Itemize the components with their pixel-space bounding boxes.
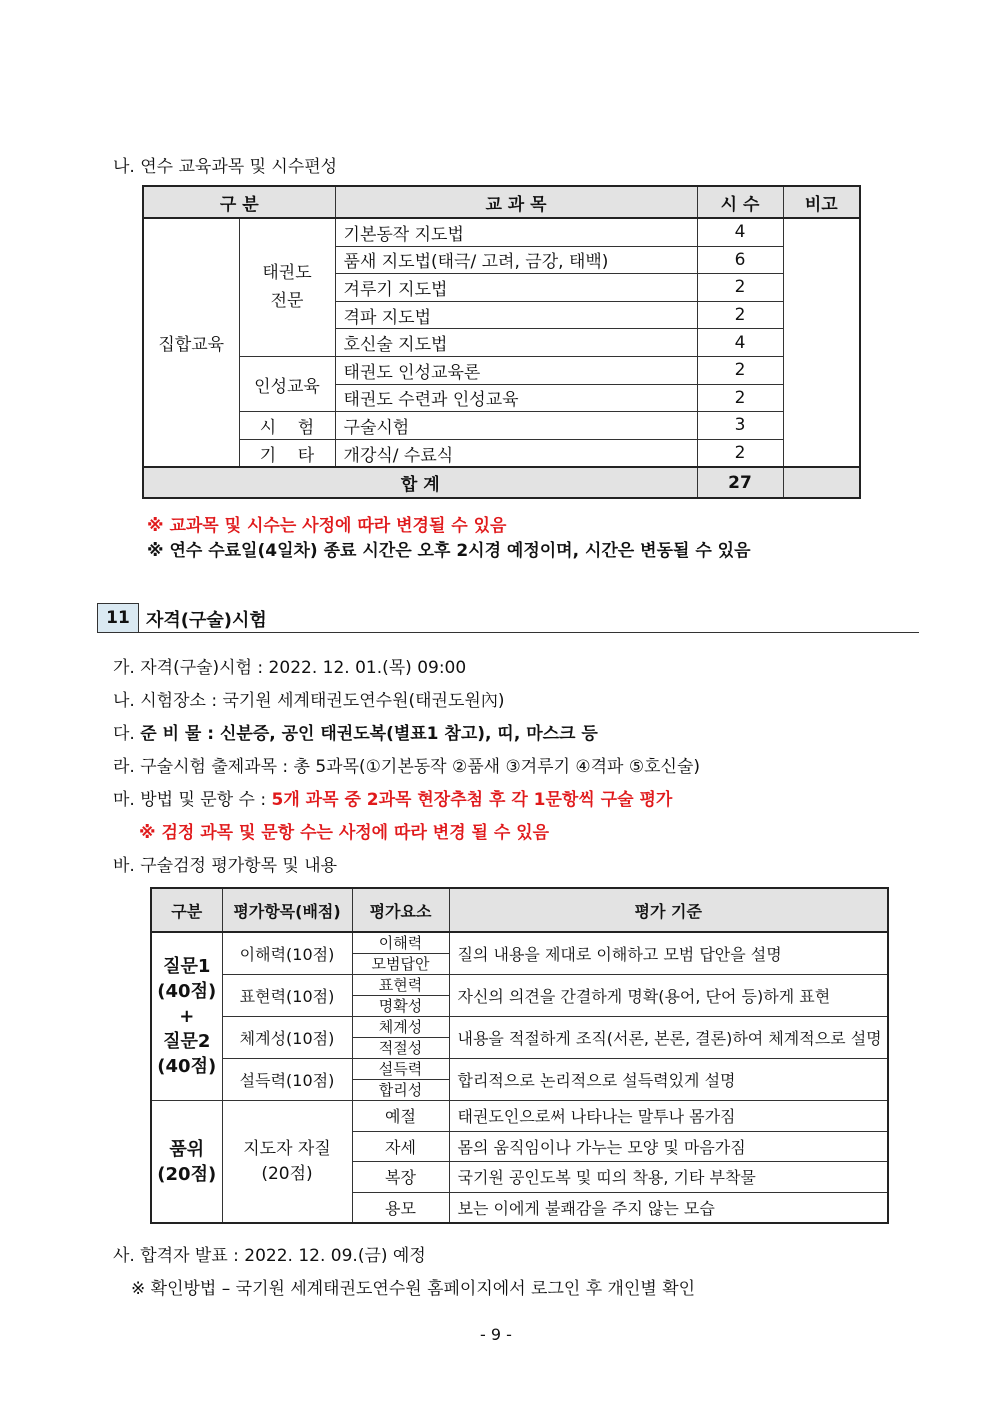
subject-cell: 호신술 지도법 xyxy=(335,329,697,357)
curriculum-table xyxy=(142,185,861,499)
exam-method-line xyxy=(113,785,672,810)
evaluation-heading: 바. 구술검정 평가항목 및 내용 xyxy=(113,856,338,876)
hours-cell: 2 xyxy=(697,384,783,412)
element-cell: 체계성 xyxy=(352,1017,449,1038)
table-row xyxy=(143,412,860,440)
leader-quality-points: (20점) xyxy=(261,1163,313,1184)
total-hours: 27 xyxy=(697,467,783,498)
subject-cell: 개강식/ 수료식 xyxy=(335,439,697,467)
training-curriculum-heading: 나. 연수 교육과목 및 시수편성 xyxy=(113,157,338,177)
criteria-cell: 자신의 의견을 간결하게 명확(용어, 단어 등)하게 표현 xyxy=(449,975,888,1017)
hours-cell: 2 xyxy=(697,274,783,302)
leader-quality-label: 지도자 자질 xyxy=(243,1138,331,1159)
hours-cell: 2 xyxy=(697,356,783,384)
item-cell: 이해력(10점) xyxy=(222,932,352,975)
hours-cell: 4 xyxy=(697,218,783,246)
question-points-1: (40점) xyxy=(157,981,217,1002)
group-cell-taekwondo xyxy=(239,218,335,356)
evaluation-table xyxy=(150,887,889,1224)
criteria-cell: 내용을 적절하게 조직(서론, 본론, 결론)하여 체계적으로 설명 xyxy=(449,1017,888,1059)
item-cell: 체계성(10점) xyxy=(222,1017,352,1059)
element-cell: 모범답안 xyxy=(352,954,449,975)
criteria-cell: 합리적으로 논리적으로 설득력있게 설명 xyxy=(449,1059,888,1101)
header-category: 구분 xyxy=(151,888,222,932)
subject-cell: 태권도 인성교육론 xyxy=(335,356,697,384)
dignity-label: 품위 xyxy=(169,1138,205,1160)
table-row xyxy=(151,932,888,954)
hours-cell: 2 xyxy=(697,301,783,329)
preparation-prefix: 다. xyxy=(113,724,141,744)
hours-cell: 6 xyxy=(697,246,783,274)
group-name-line2: 전문 xyxy=(270,291,304,312)
element-cell: 자세 xyxy=(352,1131,449,1162)
hours-cell: 4 xyxy=(697,329,783,357)
subject-cell: 태권도 수련과 인성교육 xyxy=(335,384,697,412)
exam-subjects-line: 라. 구술시험 출제과목 : 총 5과목(①기본동작 ②품새 ③겨루기 ④격파 ⑤호신술) xyxy=(113,757,701,777)
header-criteria: 평가 기준 xyxy=(449,888,888,932)
header-subject: 교 과 목 xyxy=(335,186,697,218)
table-row xyxy=(143,439,860,467)
group-name-line1: 태권도 xyxy=(262,263,312,284)
question-label-2: 질문2 xyxy=(163,1031,211,1052)
subject-cell: 기본동작 지도법 xyxy=(335,218,697,246)
remark-cell xyxy=(783,218,860,467)
dignity-category-cell xyxy=(151,1101,222,1224)
section-divider xyxy=(97,632,919,633)
criteria-cell: 몸의 움직임이나 가누는 모양 및 마음가짐 xyxy=(449,1131,888,1162)
header-hours: 시 수 xyxy=(697,186,783,218)
criteria-cell: 질의 내용을 제대로 이해하고 모범 답안을 설명 xyxy=(449,932,888,975)
announcement-line: 사. 합격자 발표 : 2022. 12. 09.(금) 예정 xyxy=(113,1246,426,1266)
confirmation-note: ※ 확인방법 – 국기원 세계태권도연수원 홈페이지에서 로그인 후 개인별 확인 xyxy=(131,1279,696,1299)
group-cell-exam: 시 험 xyxy=(239,412,335,440)
subject-cell: 품새 지도법(태극/ 고려, 금강, 태백) xyxy=(335,246,697,274)
evaluation-header-row xyxy=(151,888,888,932)
total-remark xyxy=(783,467,860,498)
exam-change-note: ※ 검정 과목 및 문항 수는 사정에 따라 변경 될 수 있음 xyxy=(139,823,550,843)
element-cell: 설득력 xyxy=(352,1059,449,1080)
hours-cell: 2 xyxy=(697,439,783,467)
group-cell-character: 인성교육 xyxy=(239,356,335,411)
header-remark: 비고 xyxy=(783,186,860,218)
header-item: 평가항목(배점) xyxy=(222,888,352,932)
exam-method-detail: 5개 과목 중 2과목 현장추첨 후 각 1문항씩 구술 평가 xyxy=(271,790,673,810)
element-cell: 복장 xyxy=(352,1162,449,1193)
table-row xyxy=(143,356,860,384)
section-number-badge: 11 xyxy=(97,603,139,633)
page-number: - 9 - xyxy=(480,1325,512,1344)
question-points-2: (40점) xyxy=(157,1056,217,1077)
element-cell: 명확성 xyxy=(352,996,449,1017)
exam-method-prefix: 마. 방법 및 문항 수 : xyxy=(113,790,272,810)
table-row xyxy=(151,1101,888,1132)
table-row xyxy=(151,1059,888,1080)
plus-sign: + xyxy=(179,1006,195,1027)
criteria-cell: 태권도인으로써 나타나는 말투나 몸가짐 xyxy=(449,1101,888,1132)
table-row xyxy=(151,975,888,996)
main-category-cell: 집합교육 xyxy=(143,218,239,467)
leader-quality-cell xyxy=(222,1101,352,1224)
table-row xyxy=(143,218,860,246)
table-row xyxy=(151,1017,888,1038)
item-cell: 설득력(10점) xyxy=(222,1059,352,1101)
question-category-cell xyxy=(151,932,222,1101)
total-label: 합 계 xyxy=(143,467,697,498)
preparation-line xyxy=(113,719,598,744)
subject-cell: 격파 지도법 xyxy=(335,301,697,329)
question-label-1: 질문1 xyxy=(163,956,211,977)
group-cell-etc: 기 타 xyxy=(239,439,335,467)
section-title: 자격(구술)시험 xyxy=(146,610,267,631)
completion-time-note: ※ 연수 수료일(4일차) 종료 시간은 오후 2시경 예정이며, 시간은 변동될 수 있음 xyxy=(147,541,751,561)
curriculum-change-note: ※ 교과목 및 시수는 사정에 따라 변경될 수 있음 xyxy=(147,516,507,536)
header-element: 평가요소 xyxy=(352,888,449,932)
item-cell: 표현력(10점) xyxy=(222,975,352,1017)
element-cell: 이해력 xyxy=(352,932,449,954)
element-cell: 적절성 xyxy=(352,1038,449,1059)
header-category: 구 분 xyxy=(143,186,335,218)
curriculum-header-row xyxy=(143,186,860,218)
subject-cell: 구술시험 xyxy=(335,412,697,440)
criteria-cell: 국기원 공인도복 및 띠의 착용, 기타 부착물 xyxy=(449,1162,888,1193)
criteria-cell: 보는 이에게 불쾌감을 주지 않는 모습 xyxy=(449,1192,888,1223)
dignity-points: (20점) xyxy=(157,1163,217,1185)
element-cell: 표현력 xyxy=(352,975,449,996)
exam-date-line: 가. 자격(구술)시험 : 2022. 12. 01.(목) 09:00 xyxy=(113,658,467,678)
preparation-items: 준 비 물 : 신분증, 공인 태권도복(별표1 참고), 띠, 마스크 등 xyxy=(140,724,598,744)
element-cell: 예절 xyxy=(352,1101,449,1132)
hours-cell: 3 xyxy=(697,412,783,440)
total-row xyxy=(143,467,860,498)
subject-cell: 겨루기 지도법 xyxy=(335,274,697,302)
element-cell: 용모 xyxy=(352,1192,449,1223)
element-cell: 합리성 xyxy=(352,1080,449,1101)
exam-place-line: 나. 시험장소 : 국기원 세계태권도연수원(태권도원內) xyxy=(113,691,505,711)
